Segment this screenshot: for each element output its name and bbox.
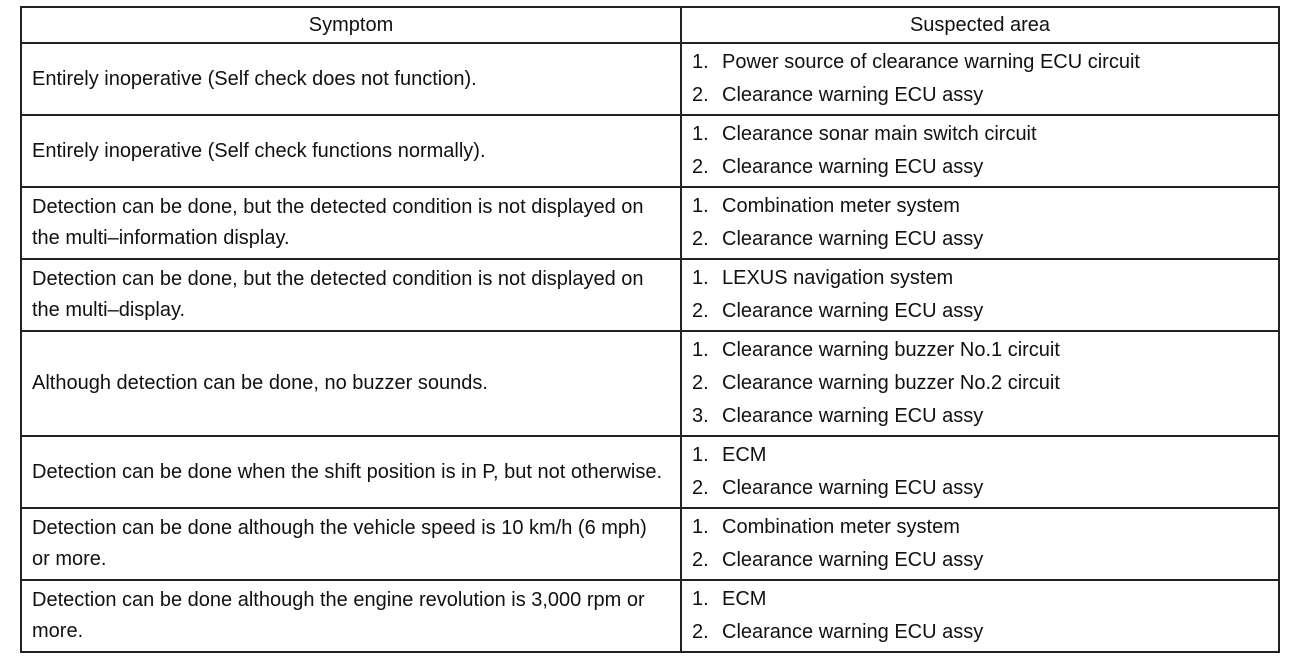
- symptom-cell: Entirely inoperative (Self check does not function).: [21, 43, 681, 115]
- suspected-area-item: [692, 472, 1270, 505]
- suspected-area-item: [692, 334, 1270, 367]
- symptom-cell: Detection can be done although the engine revolution is 3,000 rpm or more.: [21, 580, 681, 652]
- table-row: [21, 43, 1279, 115]
- symptom-cell: Detection can be done, but the detected condition is not displayed on the multi–information display.: [21, 187, 681, 259]
- item-number: 1.: [692, 444, 709, 466]
- item-text: LEXUS navigation system: [722, 267, 954, 289]
- suspected-area-list: [692, 262, 1270, 328]
- item-number: 1.: [692, 339, 709, 361]
- suspected-area-item: [692, 439, 1270, 472]
- suspected-area-item: [692, 295, 1270, 328]
- item-text: ECM: [722, 444, 767, 466]
- item-text: Clearance warning ECU assy: [722, 300, 984, 322]
- table-row: [21, 436, 1279, 508]
- item-number: 1.: [692, 51, 709, 73]
- item-text: Clearance warning ECU assy: [722, 156, 984, 178]
- suspected-area-item: [692, 118, 1270, 151]
- item-text: Clearance warning ECU assy: [722, 621, 984, 643]
- suspected-area-item: [692, 46, 1270, 79]
- item-number: 2.: [692, 84, 709, 106]
- suspected-area-item: [692, 223, 1270, 256]
- item-text: Combination meter system: [722, 195, 960, 217]
- symptom-cell: Detection can be done, but the detected condition is not displayed on the multi–display.: [21, 259, 681, 331]
- suspected-area-item: [692, 79, 1270, 112]
- header-symptom: Symptom: [21, 7, 681, 43]
- item-number: 1.: [692, 123, 709, 145]
- suspected-area-list: [692, 334, 1270, 433]
- suspected-area-cell: [681, 508, 1279, 580]
- header-suspected-area: Suspected area: [681, 7, 1279, 43]
- suspected-area-item: [692, 616, 1270, 649]
- item-text: ECM: [722, 588, 767, 610]
- suspected-area-cell: [681, 259, 1279, 331]
- suspected-area-item: [692, 151, 1270, 184]
- item-text: Clearance warning buzzer No.1 circuit: [722, 339, 1060, 361]
- suspected-area-cell: [681, 436, 1279, 508]
- item-text: Clearance warning buzzer No.2 circuit: [722, 372, 1060, 394]
- suspected-area-cell: [681, 43, 1279, 115]
- item-text: Clearance warning ECU assy: [722, 405, 984, 427]
- symptom-cell: Detection can be done although the vehicle speed is 10 km/h (6 mph) or more.: [21, 508, 681, 580]
- suspected-area-item: [692, 544, 1270, 577]
- item-number: 2.: [692, 156, 709, 178]
- suspected-area-list: [692, 46, 1270, 112]
- item-number: 1.: [692, 267, 709, 289]
- suspected-area-item: [692, 400, 1270, 433]
- symptom-table: [20, 6, 1280, 653]
- symptom-cell: Entirely inoperative (Self check functions normally).: [21, 115, 681, 187]
- suspected-area-cell: [681, 187, 1279, 259]
- item-number: 1.: [692, 588, 709, 610]
- table-row: [21, 187, 1279, 259]
- table-row: [21, 115, 1279, 187]
- item-number: 1.: [692, 516, 709, 538]
- item-number: 2.: [692, 372, 709, 394]
- suspected-area-cell: [681, 115, 1279, 187]
- item-number: 2.: [692, 228, 709, 250]
- item-number: 2.: [692, 300, 709, 322]
- item-text: Clearance warning ECU assy: [722, 84, 984, 106]
- suspected-area-item: [692, 262, 1270, 295]
- item-number: 2.: [692, 621, 709, 643]
- table-body: [21, 43, 1279, 652]
- item-text: Clearance warning ECU assy: [722, 228, 984, 250]
- symptom-cell: Although detection can be done, no buzzer sounds.: [21, 331, 681, 436]
- symptom-cell: Detection can be done when the shift position is in P, but not otherwise.: [21, 436, 681, 508]
- suspected-area-list: [692, 190, 1270, 256]
- suspected-area-list: [692, 511, 1270, 577]
- item-number: 1.: [692, 195, 709, 217]
- table-row: [21, 331, 1279, 436]
- table-row: [21, 259, 1279, 331]
- suspected-area-list: [692, 583, 1270, 649]
- suspected-area-cell: [681, 331, 1279, 436]
- table-header: [21, 7, 1279, 43]
- header-row: [21, 7, 1279, 43]
- item-number: 2.: [692, 549, 709, 571]
- table-row: [21, 580, 1279, 652]
- item-text: Combination meter system: [722, 516, 960, 538]
- item-number: 3.: [692, 405, 709, 427]
- suspected-area-list: [692, 439, 1270, 505]
- suspected-area-item: [692, 511, 1270, 544]
- item-number: 2.: [692, 477, 709, 499]
- suspected-area-item: [692, 583, 1270, 616]
- item-text: Power source of clearance warning ECU circuit: [722, 51, 1140, 73]
- item-text: Clearance sonar main switch circuit: [722, 123, 1037, 145]
- table-row: [21, 508, 1279, 580]
- suspected-area-cell: [681, 580, 1279, 652]
- suspected-area-item: [692, 367, 1270, 400]
- item-text: Clearance warning ECU assy: [722, 477, 984, 499]
- suspected-area-item: [692, 190, 1270, 223]
- item-text: Clearance warning ECU assy: [722, 549, 984, 571]
- suspected-area-list: [692, 118, 1270, 184]
